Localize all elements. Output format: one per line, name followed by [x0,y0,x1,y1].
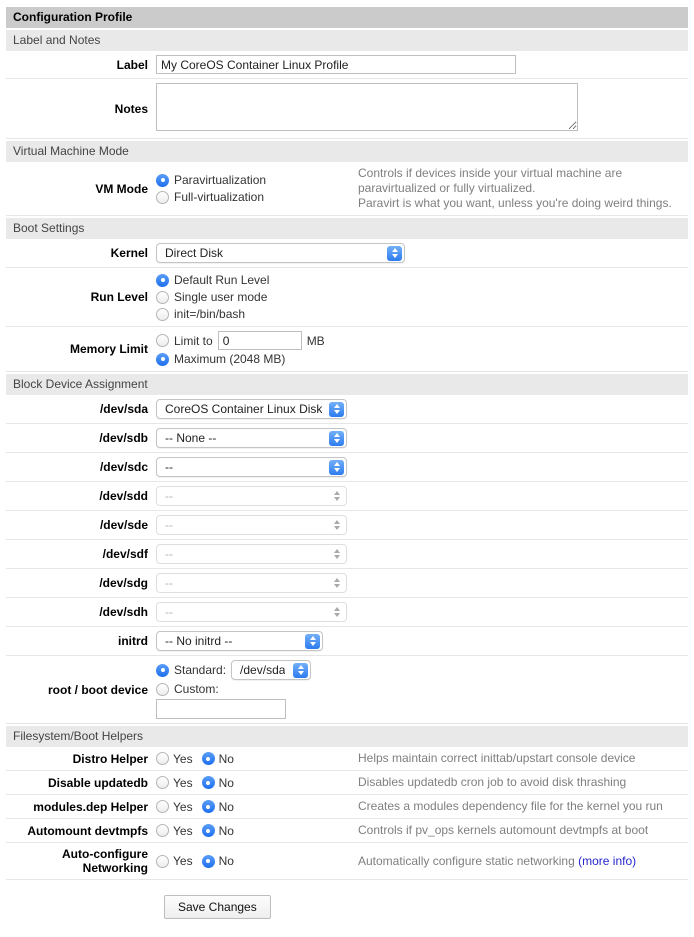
memory-limit-label: Memory Limit [69,342,148,356]
yes-option-label: Yes [173,823,193,838]
memory-limit-row [6,327,688,372]
distro-helper-row [6,747,688,771]
paravirtualization-option-label: Paravirtualization [174,173,267,187]
auto-configure-networking-help-text [358,854,688,869]
initrd-row [6,627,688,656]
dev-sdg-label: /dev/sdg [99,576,148,590]
dev-sda-select[interactable] [156,399,347,419]
disable-updatedb-yes-radio[interactable] [156,776,169,789]
initrd-label: initrd [118,634,148,648]
vm-mode-help-line1: Controls if devices inside your virtual machine are paravirtualized or fully virtualized. [358,166,623,195]
automount-devtmpfs-label: Automount devtmpfs [27,823,148,838]
modules-dep-helper-row [6,795,688,819]
root-custom-radio[interactable] [156,683,169,696]
root-device-select-value: /dev/sda [240,663,286,677]
vm-mode-help-line2: Paravirt is what you want, unless you're doing weird things. [358,196,672,210]
dev-sdg-select-value: -- [165,576,173,590]
label-field-label: Label [116,57,148,72]
section-virtual-machine-mode: Virtual Machine Mode [6,141,688,162]
notes-field-label: Notes [114,101,148,116]
no-option-label: No [218,775,234,790]
root-standard-radio[interactable] [156,664,169,677]
disable-updatedb-label: Disable updatedb [47,775,148,790]
yes-option-label: Yes [173,775,193,790]
dev-sdg-row [6,569,688,598]
modules-dep-helper-label: modules.dep Helper [33,799,148,814]
single-user-mode-option-label: Single user mode [174,290,268,304]
root-boot-device-label: root / boot device [47,682,148,697]
memory-limit-input[interactable] [218,331,302,350]
dev-sde-row [6,511,688,540]
dev-sdf-select-value: -- [165,547,173,561]
select-stepper-icon [387,246,402,261]
section-filesystem-boot-helpers: Filesystem/Boot Helpers [6,726,688,747]
select-stepper-icon [329,576,344,591]
no-option-label: No [218,823,234,838]
default-run-level-option-label: Default Run Level [174,273,270,287]
label-row [6,51,688,79]
page-title: Configuration Profile [6,7,688,28]
notes-textarea[interactable] [156,83,578,131]
auto-configure-networking-help-label: Automatically configure static networking [358,853,575,868]
dev-sdf-row [6,540,688,569]
label-input[interactable] [156,55,516,74]
select-stepper-icon [293,663,308,678]
distro-helper-label: Distro Helper [72,751,148,766]
dev-sdc-select[interactable] [156,457,347,477]
select-stepper-icon [305,634,320,649]
dev-sda-row [6,395,688,424]
root-standard-option-label: Standard: [174,663,227,677]
no-option-label: No [218,799,234,814]
single-user-mode-radio[interactable] [156,291,169,304]
yes-option-label: Yes [173,854,193,868]
default-run-level-radio[interactable] [156,274,169,287]
run-level-label: Run Level [90,290,148,304]
disable-updatedb-help-text: Disables updatedb cron job to avoid disk thrashing [358,775,627,789]
modules-dep-help-text: Creates a modules dependency file for the kernel you run [358,799,663,813]
distro-helper-help-text: Helps maintain correct inittab/upstart console device [358,751,636,765]
notes-row [6,79,688,139]
maximum-memory-option-label: Maximum (2048 MB) [174,352,286,366]
vm-mode-help-text [358,166,688,211]
dev-sdc-row [6,453,688,482]
paravirtualization-radio[interactable] [156,174,169,187]
memory-limit-unit-label: MB [306,333,325,348]
limit-to-option-label: Limit to [174,333,213,348]
full-virtualization-radio[interactable] [156,191,169,204]
select-stepper-icon [329,489,344,504]
dev-sdb-row [6,424,688,453]
disable-updatedb-row [6,771,688,795]
no-option-label: No [218,854,234,868]
dev-sda-select-value: CoreOS Container Linux Disk [165,402,323,416]
dev-sdd-label: /dev/sdd [99,489,148,503]
automount-devtmpfs-help-text: Controls if pv_ops kernels automount devtmpfs at boot [358,823,649,837]
select-stepper-icon [329,518,344,533]
vm-mode-label: VM Mode [95,181,148,196]
dev-sde-select-value: -- [165,518,173,532]
root-boot-device-row [6,656,688,724]
kernel-row [6,239,688,268]
dev-sdg-select [156,573,347,593]
dev-sdc-label: /dev/sdc [99,460,148,474]
distro-helper-no-radio[interactable] [202,752,215,765]
section-label-and-notes: Label and Notes [6,30,688,51]
dev-sdh-label: /dev/sdh [99,605,148,619]
root-custom-input[interactable] [156,699,286,719]
maximum-memory-radio[interactable] [156,353,169,366]
dev-sdb-select[interactable] [156,428,347,448]
auto-configure-networking-label: Auto-configure Networking [62,847,148,875]
save-changes-button[interactable]: Save Changes [164,895,271,919]
dev-sdh-select-value: -- [165,605,173,619]
dev-sdf-select [156,544,347,564]
vm-mode-row [6,162,688,216]
kernel-label: Kernel [110,246,148,260]
kernel-select[interactable] [156,243,405,263]
dev-sdb-label: /dev/sdb [99,431,148,445]
dev-sdf-label: /dev/sdf [102,547,148,561]
modules-dep-no-radio[interactable] [202,800,215,813]
no-option-label: No [218,751,234,766]
yes-option-label: Yes [173,751,193,766]
dev-sdd-select-value: -- [165,489,173,503]
dev-sdc-select-value: -- [165,460,173,474]
dev-sdh-row [6,598,688,627]
yes-option-label: Yes [173,799,193,814]
kernel-select-value: Direct Disk [165,246,224,260]
root-custom-option-label: Custom: [174,682,219,696]
more-info-link[interactable]: (more info) [578,853,637,868]
select-stepper-icon [329,547,344,562]
init-bin-bash-radio[interactable] [156,308,169,321]
run-level-row [6,268,688,327]
dev-sdd-row [6,482,688,511]
select-stepper-icon [329,605,344,620]
limit-to-radio[interactable] [156,334,169,347]
dev-sdh-select [156,602,347,622]
root-device-select[interactable] [231,660,311,680]
modules-dep-yes-radio[interactable] [156,800,169,813]
init-bin-bash-option-label: init=/bin/bash [174,307,246,321]
auto-configure-networking-no-radio[interactable] [202,855,215,868]
select-stepper-icon [329,460,344,475]
dev-sde-label: /dev/sde [99,518,148,532]
dev-sdb-select-value: -- None -- [165,431,217,445]
auto-configure-networking-yes-radio[interactable] [156,855,169,868]
initrd-select[interactable] [156,631,323,651]
automount-devtmpfs-no-radio[interactable] [202,824,215,837]
disable-updatedb-no-radio[interactable] [202,776,215,789]
automount-devtmpfs-row [6,819,688,843]
dev-sdd-select [156,486,347,506]
full-virtualization-option-label: Full-virtualization [174,190,265,204]
dev-sde-select [156,515,347,535]
section-boot-settings: Boot Settings [6,218,688,239]
section-block-device-assignment: Block Device Assignment [6,374,688,395]
automount-devtmpfs-yes-radio[interactable] [156,824,169,837]
distro-helper-yes-radio[interactable] [156,752,169,765]
auto-configure-networking-row [6,843,688,880]
dev-sda-label: /dev/sda [99,402,148,416]
select-stepper-icon [329,431,344,446]
initrd-select-value: -- No initrd -- [165,634,233,648]
select-stepper-icon [329,402,344,417]
